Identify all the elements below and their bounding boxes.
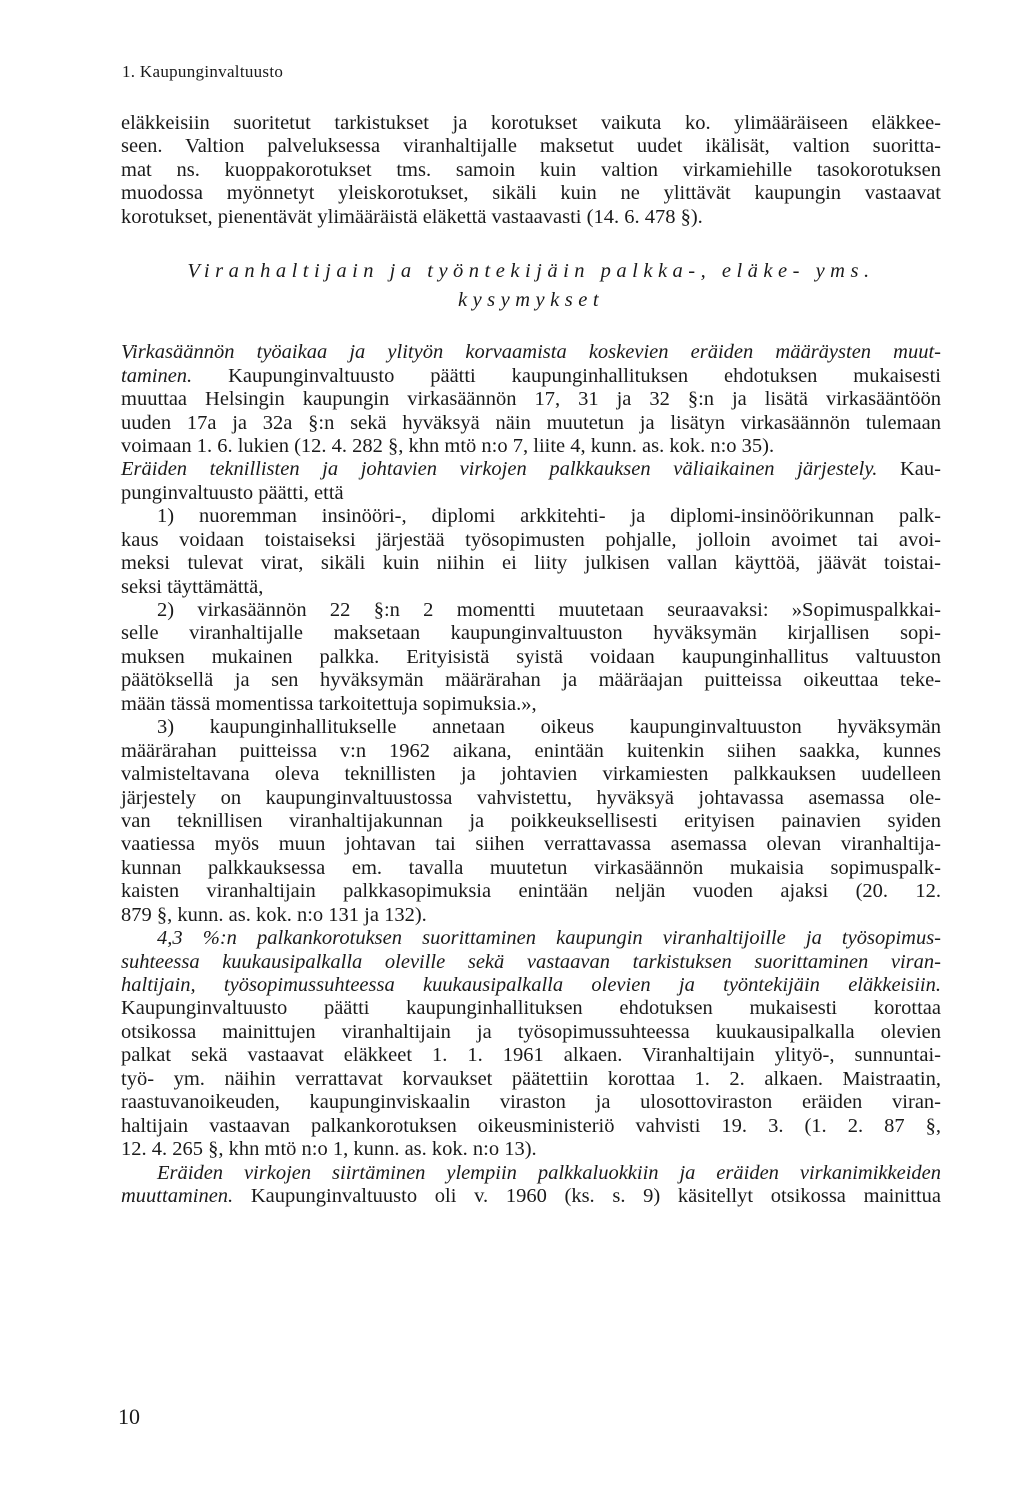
body-text (121, 112, 941, 1208)
running-head: 1. Kaupunginvaltuusto (122, 62, 284, 81)
text-line: meksi tulevat virat, sikäli kuin niihin ei liity julkisen vallan käyttöä, jäävät toistai- (121, 552, 941, 575)
text-line (121, 458, 941, 481)
text-line: määrärahan puitteissa v:n 1962 aikana, enintään kuitenkin siihen saakka, kunnes (121, 739, 941, 762)
text-line: raastuvanoikeuden, kaupunginviskaalin viraston ja ulosottoviraston eräiden viran- (121, 1091, 941, 1114)
section-heading: Viranhaltijain ja työntekijäin palkka-, eläke- yms. (187, 260, 875, 283)
text-line (121, 927, 941, 950)
text-line: punginvaltuusto päätti, että (121, 481, 344, 504)
text-line: muodossa myönnetyt yleiskorotukset, sikäli kuin ne ylittävät kaupungin vastaavat (121, 182, 941, 205)
subsection-title: taminen. (121, 364, 193, 387)
text-line: van teknillisen viranhaltijakunnan ja poikkeuksellisesti erityisen painavien syiden (121, 809, 941, 832)
text-line: päätöksellä ja sen hyväksymän määrärahan ja määräajan puitteissa oikeuttaa teke- (121, 669, 941, 692)
text-line: palkat sekä vastaavat eläkkeet 1. 1. 1961 alkaen. Viranhaltijain ylityö-, sunnuntai- (121, 1044, 941, 1067)
text-line: uuden 17a ja 32a §:n sekä hyväksyä näin muutetun ja lisätyn virkasäännön tulemaan (121, 411, 941, 434)
text-line: haltijain vastaavan palkankorotuksen oikeusministeriö vahvisti 19. 3. (1. 2. 87 §, (121, 1114, 941, 1137)
text-fragment: Kaupunginvaltuusto päätti kaupunginhallituksen ehdotuksen mukaisesti (192, 364, 941, 387)
section-heading-cont: kysymykset (457, 289, 605, 312)
subsection-title: Virkasäännön työaikaa ja ylityön korvaamista koskevien eräiden määräysten muut- (121, 341, 941, 364)
text-line: korotukset, pienentävät ylimääräistä eläkettä vastaavasti (14. 6. 478 §). (121, 205, 703, 228)
text-line: selle viranhaltijalle maksetaan kaupunginvaltuuston hyväksymän kirjallisen sopi- (121, 622, 941, 645)
text-line (121, 1185, 941, 1208)
subsection-number: 4,3 (157, 927, 183, 950)
list-item-line: 1) nuoremman insinööri-, diplomi arkkitehti- ja diplomi-insinöörikunnan palk- (157, 505, 941, 528)
text-line: mat ns. kuoppakorotukset tms. samoin kuin valtion virkamiehille tasokorotuksen (121, 158, 941, 181)
text-line: voimaan 1. 6. lukien (12. 4. 282 §, khn mtö n:o 7, liite 4, kunn. as. kok. n:o 35). (121, 434, 775, 457)
text-line: 879 §, kunn. as. kok. n:o 131 ja 132). (121, 903, 427, 926)
text-fragment: Kaupunginvaltuusto oli v. 1960 (ks. s. 9) käsitellyt otsikossa mainittua (233, 1184, 941, 1207)
subsection-title: %:n palkankorotuksen suorittaminen kaupungin viranhaltijoille ja työsopimus- (202, 927, 942, 950)
text-line: otsikossa mainittujen viranhaltijain ja työsopimussuhteessa kuukausipalkalla olevien (121, 1020, 941, 1043)
text-line: kaus voidaan toistaiseksi järjestää työsopimusten pohjalle, jolloin avoimet tai avoi- (121, 528, 941, 551)
text-line: kaisten viranhaltijain palkkasopimuksia enintään neljän vuoden ajaksi (20. 12. (121, 880, 941, 903)
text-line: kunnan palkkauksessa em. tavalla muutetun virkasäännön mukaisia sopimuspalk- (121, 856, 941, 879)
page-number: 10 (118, 1404, 140, 1429)
text-line: muuttaa Helsingin kaupungin virkasäännön 17, 31 ja 32 §:n ja lisätä virkasääntöön (121, 388, 941, 411)
text-line: 12. 4. 265 §, khn mtö n:o 1, kunn. as. kok. n:o 13). (121, 1138, 537, 1161)
text-line: vaatiessa myös muun johtavan tai siihen verrattavassa asemassa olevan viranhaltija- (121, 833, 941, 856)
text-line: työ- ym. näihin verrattavat korvaukset päätettiin korottaa 1. 2. alkaen. Maistraatin, (121, 1067, 941, 1090)
text-line: Kaupunginvaltuusto päätti kaupunginhallituksen ehdotuksen mukaisesti korottaa (121, 997, 941, 1020)
text-line (121, 365, 941, 388)
subsection-title: Eräiden teknillisten ja johtavien virkojen palkkauksen väliaikainen järjestely. (121, 458, 878, 481)
text-line: muksen mukainen palkka. Erityisistä syistä voidaan kaupunginhallitus valtuuston (121, 645, 941, 668)
text-line (121, 974, 941, 997)
text-line: eläkkeisiin suoritetut tarkistukset ja korotukset vaikuta ko. ylimääräiseen eläkkee- (121, 112, 941, 134)
list-item-line: 3) kaupunginhallitukselle annetaan oikeus kaupunginvaltuuston hyväksymän (157, 716, 941, 739)
text-fragment: Kau- (877, 458, 941, 481)
text-line (121, 951, 941, 974)
text-line: seksi täyttämättä, (121, 575, 264, 598)
text-line: valmisteltavana oleva teknillisten ja johtavien virkamiesten palkkauksen uudelleen (121, 763, 941, 786)
text-line (121, 1162, 941, 1185)
subsection-title: muuttaminen. (121, 1184, 234, 1207)
text-line: seen. Valtion palveluksessa viranhaltijalle maksetut uudet ikälisät, valtion suoritta- (121, 135, 941, 158)
subsection-title: Eräiden virkojen siirtäminen ylempiin palkkaluokkiin ja eräiden virkanimikkeiden (157, 1161, 941, 1184)
text-line (121, 341, 941, 364)
list-item-line: 2) virkasäännön 22 §:n 2 momentti muutetaan seuraavaksi: »Sopimuspalkkai- (157, 599, 941, 621)
subsection-title: haltijain, työsopimussuhteessa kuukausipalkalla olevien ja työntekijäin eläkkeisiin. (121, 974, 941, 996)
subsection-title: suhteessa kuukausipalkalla oleville sekä vastaavan tarkistuksen suorittaminen viran- (121, 950, 941, 973)
text-line: järjestely on kaupunginvaltuustossa vahvistettu, hyväksyä johtavassa asemassa ole- (121, 786, 941, 809)
text-line: mään tässä momentissa tarkoitettuja sopimuksia.», (121, 692, 537, 715)
